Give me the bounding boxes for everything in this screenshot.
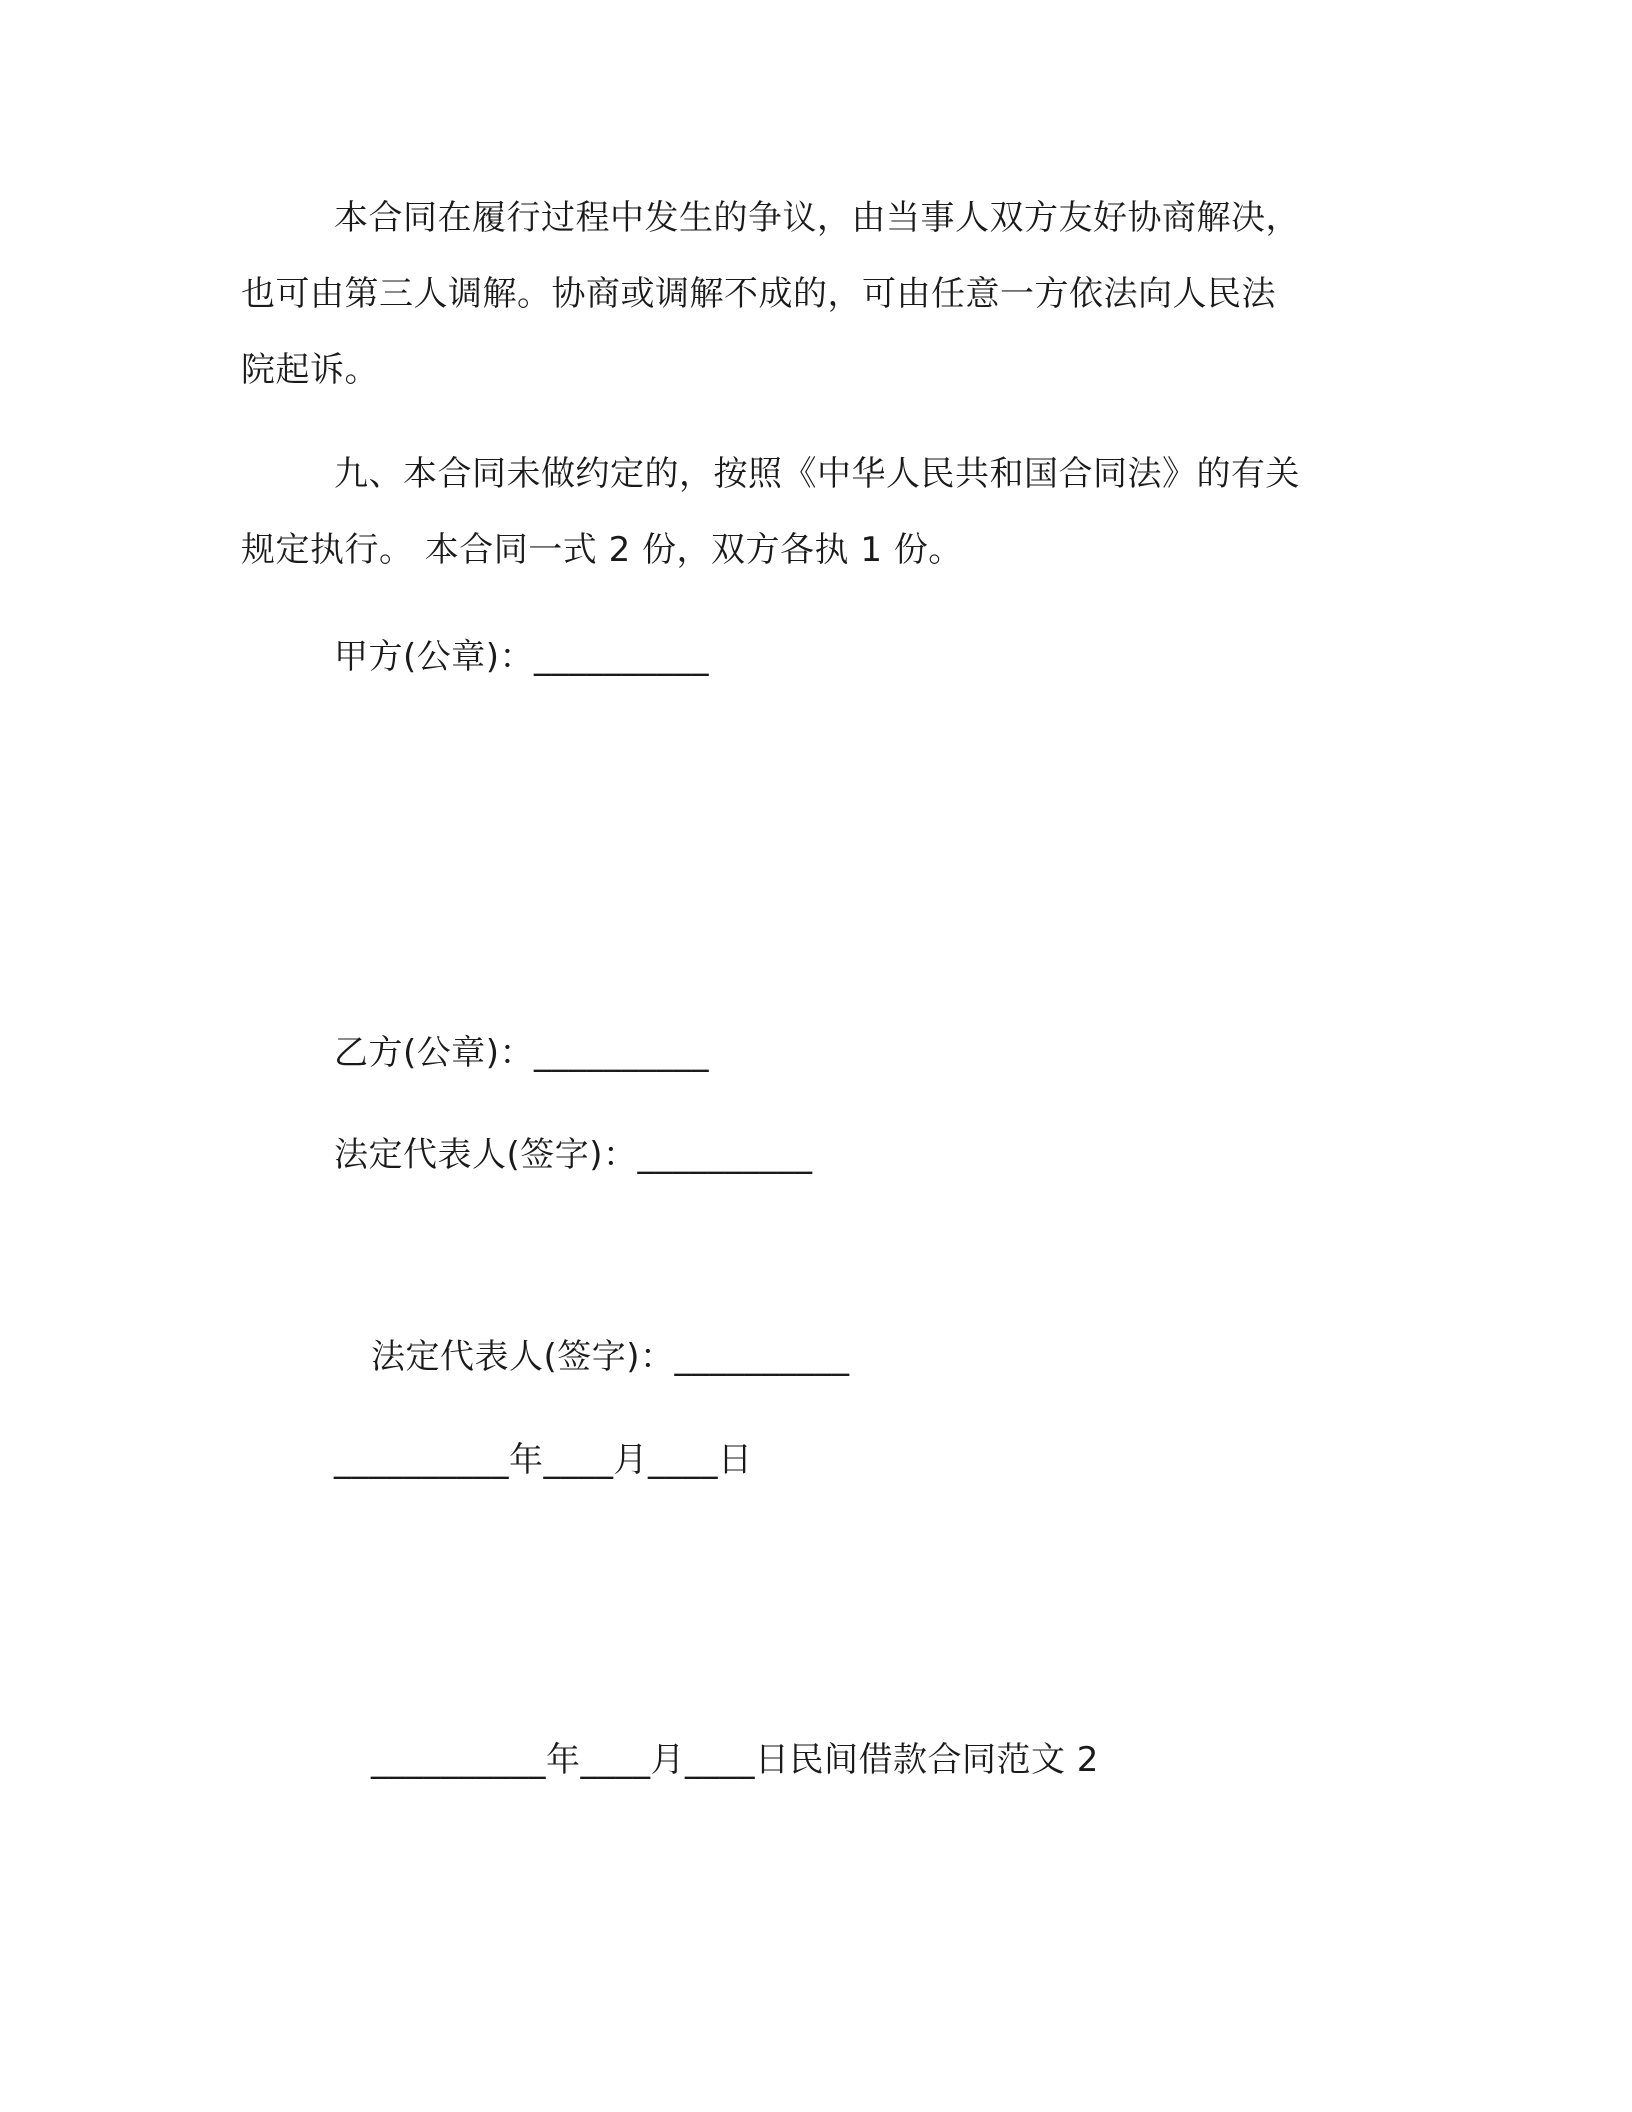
dispute-paragraph-line-3: 院起诉。 [241, 350, 379, 390]
party-b-seal-line: 乙方(公章)：__________ [334, 1033, 710, 1073]
date-line-2-with-next-title: __________年____月____日民间借款合同范文 2 [371, 1740, 1099, 1780]
date-line-1: __________年____月____日 [334, 1440, 753, 1480]
article-9-line-2: 规定执行。 本合同一式 2 份，双方各执 1 份。 [241, 530, 963, 570]
article-9-line-1: 九、本合同未做约定的，按照《中华人民共和国合同法》的有关 [334, 454, 1300, 494]
legal-representative-signature-line-2: 法定代表人(签字)：__________ [371, 1337, 850, 1377]
dispute-paragraph-line-2: 也可由第三人调解。协商或调解不成的，可由任意一方依法向人民法 [241, 274, 1276, 314]
legal-representative-signature-line-1: 法定代表人(签字)：__________ [334, 1135, 813, 1175]
dispute-paragraph-line-1: 本合同在履行过程中发生的争议，由当事人双方友好协商解决， [334, 198, 1300, 238]
party-a-seal-line: 甲方(公章)：__________ [334, 637, 710, 677]
